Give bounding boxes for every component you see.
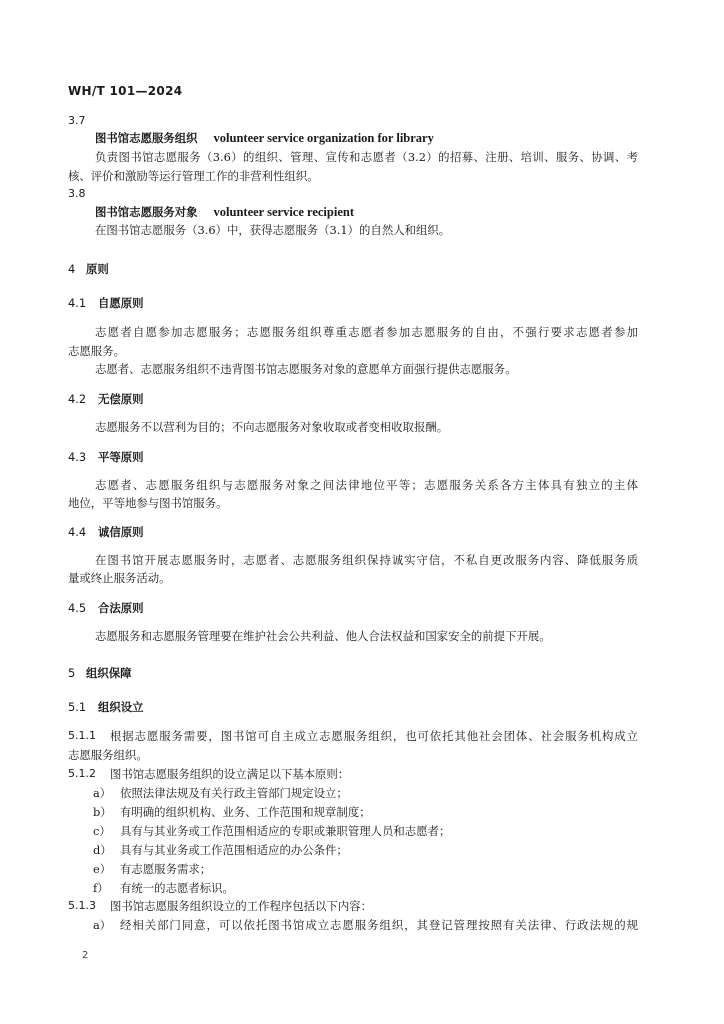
list-item-label: e） <box>93 862 112 876</box>
clause-number: 5.1.1 <box>68 729 96 742</box>
list-item-label: c） <box>93 824 111 838</box>
section-number: 4.4 <box>68 525 87 539</box>
term-definition-line: 在图书馆志愿服务（3.6）中，获得志愿服务（3.1）的自然人和组织。 <box>95 223 451 237</box>
list-item-text: 有统一的志愿者标识。 <box>120 881 234 895</box>
page-number: 2 <box>82 950 89 961</box>
clause-number: 5.1.3 <box>68 899 96 912</box>
section-heading <box>68 449 144 465</box>
chapter-number: 4 <box>68 262 76 276</box>
term-heading <box>95 131 434 145</box>
term-number: 3.7 <box>68 114 86 127</box>
list-item-text: 经相关部门同意，可以依托图书馆成立志愿服务组织，其登记管理按照有关法律、行政法规的规 <box>120 918 638 932</box>
paragraph-line: 志愿者、志愿服务组织与志愿服务对象之间法律地位平等；志愿服务关系各方主体具有独立的主体 <box>95 478 638 492</box>
term-definition-line: 负责图书馆志愿服务（3.6）的组织、管理、宣传和志愿者（3.2）的招募、注册、培训、服务、协调、考 <box>95 150 638 164</box>
chapter-title: 原则 <box>86 262 109 276</box>
section-title: 合法原则 <box>98 601 144 615</box>
chapter-number: 5 <box>68 666 76 680</box>
paragraph-line: 地位，平等地参与图书馆服务。 <box>68 496 228 510</box>
section-number: 4.2 <box>68 392 87 406</box>
list-item-text: 有明确的组织机构、业务、工作范围和规章制度； <box>120 805 371 819</box>
list-item-text: 有志愿服务需求； <box>120 862 212 876</box>
term-chinese: 图书馆志愿服务组织 <box>95 131 198 145</box>
section-title: 组织设立 <box>98 700 144 714</box>
clause-intro: 图书馆志愿服务组织的设立满足以下基本原则： <box>110 767 350 781</box>
term-number: 3.8 <box>68 187 86 200</box>
clause-text-line: 根据志愿服务需要，图书馆可自主成立志愿服务组织，也可依托其他社会团体、社会服务机构成立 <box>110 729 638 743</box>
standard-number: WH/T 101—2024 <box>68 84 183 98</box>
section-title: 诚信原则 <box>98 525 144 539</box>
paragraph-line: 量或终止服务活动。 <box>68 571 171 585</box>
section-title: 平等原则 <box>98 450 144 464</box>
paragraph-line: 志愿服务和志愿服务管理要在维护社会公共利益、他人合法权益和国家安全的前提下开展。 <box>95 629 551 643</box>
list-item-label: d） <box>93 843 112 857</box>
list-item-label: f） <box>93 881 109 895</box>
paragraph-line: 志愿服务不以营利为目的；不向志愿服务对象收取或者变相收取报酬。 <box>95 420 449 434</box>
section-number: 4.3 <box>68 450 87 464</box>
chapter-heading <box>68 261 109 277</box>
paragraph-line: 志愿服务。 <box>68 344 125 358</box>
section-heading <box>68 600 144 616</box>
term-chinese: 图书馆志愿服务对象 <box>95 205 198 219</box>
term-english: volunteer service organization for library <box>213 131 434 145</box>
section-number: 4.1 <box>68 296 87 310</box>
list-item-label: a） <box>93 786 112 800</box>
list-item-label: b） <box>93 805 112 819</box>
clause-intro: 图书馆志愿服务组织设立的工作程序包括以下内容： <box>110 899 372 913</box>
section-title: 无偿原则 <box>98 392 144 406</box>
term-heading <box>95 205 354 219</box>
list-item-text: 依照法律法规及有关行政主管部门规定设立； <box>120 786 348 800</box>
section-number: 4.5 <box>68 601 87 615</box>
section-heading <box>68 699 144 715</box>
clause-text-line: 志愿服务组织。 <box>68 748 148 762</box>
section-heading <box>68 391 144 407</box>
section-heading <box>68 524 144 540</box>
paragraph-line: 在图书馆开展志愿服务时，志愿者、志愿服务组织保持诚实守信，不私自更改服务内容、降低服务质 <box>95 553 638 567</box>
list-item-text: 具有与其业务或工作范围相适应的办公条件； <box>120 843 348 857</box>
section-number: 5.1 <box>68 700 87 714</box>
paragraph-line: 志愿者、志愿服务组织不违背图书馆志愿服务对象的意愿单方面强行提供志愿服务。 <box>95 362 517 376</box>
list-item-label: a） <box>93 918 112 932</box>
section-title: 自愿原则 <box>98 296 144 310</box>
list-item-text: 具有与其业务或工作范围相适应的专职或兼职管理人员和志愿者； <box>120 824 451 838</box>
clause-number: 5.1.2 <box>68 767 96 780</box>
term-english: volunteer service recipient <box>213 205 354 219</box>
section-heading <box>68 295 144 311</box>
paragraph-line: 志愿者自愿参加志愿服务；志愿服务组织尊重志愿者参加志愿服务的自由，不强行要求志愿者参加 <box>95 325 638 339</box>
chapter-heading <box>68 665 132 681</box>
chapter-title: 组织保障 <box>86 666 132 680</box>
term-definition-line: 核、评价和激励等运行管理工作的非营利性组织。 <box>68 169 319 183</box>
